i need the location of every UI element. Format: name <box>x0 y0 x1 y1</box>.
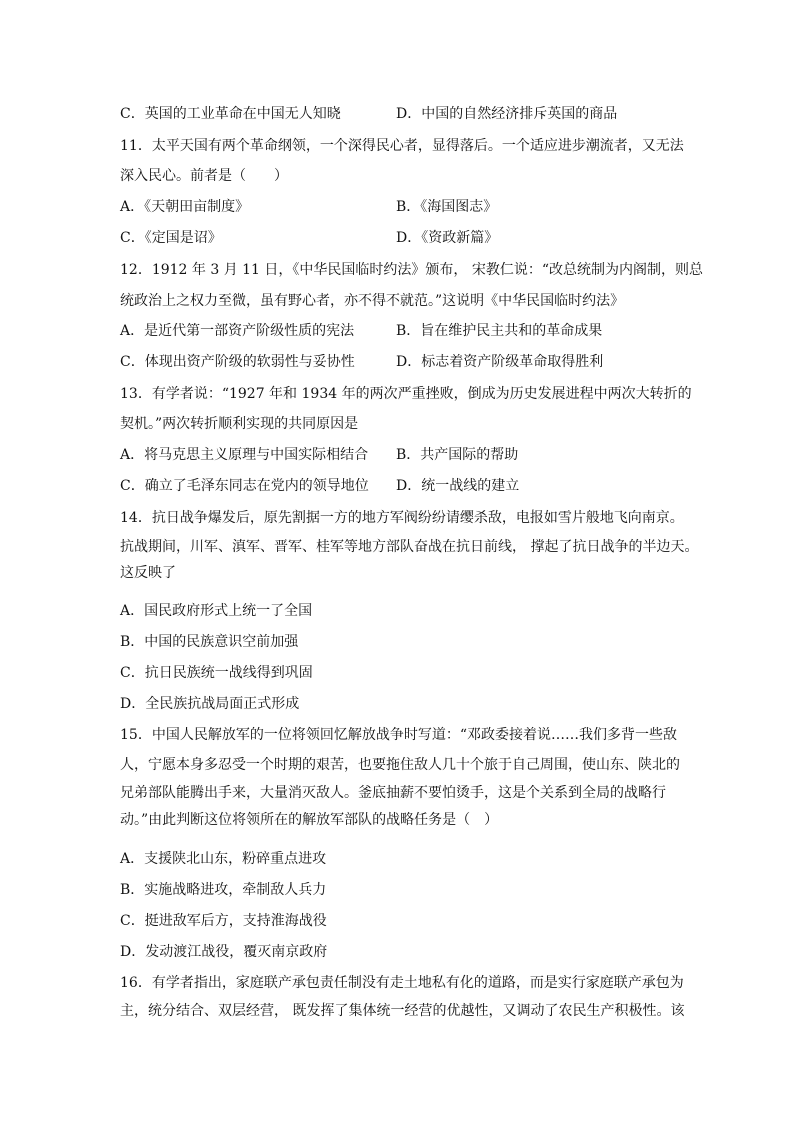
q11-option-a: A．《天朝田亩制度》 <box>120 199 250 215</box>
q11-stem: 深入民心。前者是（ ） <box>120 168 288 184</box>
q11-option-b: B．《海国图志》 <box>396 199 498 215</box>
q11-stem: 11．太平天国有两个革命纲领，一个深得民心者，显得落后。一个适应进步潮流者，又无法 <box>120 138 684 154</box>
q12-option-d: D．标志着资产阶级革命取得胜利 <box>396 354 604 370</box>
q14-option-c: C．抗日民族统一战线得到巩固 <box>120 665 313 681</box>
q16-stem: 16．有学者指出，家庭联产承包责任制没有走土地私有化的道路，而是实行家庭联产承包为 <box>120 975 684 991</box>
q16-stem: 主，统分结合、双层经营， 既发挥了集体统一经营的优越性，又调动了农民生产积极性。该 <box>120 1003 685 1019</box>
q15-stem: 15．中国人民解放军的一位将领回忆解放战争时写道：“邓政委接着说……我们多背一些敌 <box>120 727 677 743</box>
q12-option-a: A．是近代第一部资产阶级性质的宪法 <box>120 323 355 339</box>
q15-option-d: D．发动渡江战役，覆灭南京政府 <box>120 944 328 960</box>
q13-option-d: D．统一战线的建立 <box>396 478 520 494</box>
q15-stem: 人，宁愿本身多忍受一个时期的艰苦，也要拖住敌人几十个旅于自己周围，使山东、陕北的 <box>120 757 680 773</box>
q12-option-b: B．旨在维护民主共和的革命成果 <box>396 323 603 339</box>
q12-option-c: C．体现出资产阶级的软弱性与妥协性 <box>120 354 355 370</box>
q15-option-a: A．支援陕北山东，粉碎重点进攻 <box>120 851 327 867</box>
q15-stem: 兄弟部队能腾出手来，大量消灭敌人。釜底抽薪不要怕烫手，这是个关系到全局的战略行 <box>120 785 666 801</box>
q14-stem: 14．抗日战争爆发后，原先割据一方的地方军阀纷纷请缨杀敌，电报如雪片般地飞向南京。 <box>120 510 684 526</box>
q13-option-b: B．共产国际的帮助 <box>396 447 519 463</box>
q13-stem: 契机。”两次转折顺利实现的共同原因是 <box>120 416 359 432</box>
q12-stem: 统政治上之权力至微，虽有野心者，亦不得不就范。”这说明《中华民国临时约法》 <box>120 293 625 309</box>
q12-stem: 12．1912 年 3 月 11 日，《中华民国临时约法》颁布， 宋教仁说：“改总统制为内阁制，则总 <box>120 262 704 278</box>
q11-option-c: C．《定国是诏》 <box>120 230 222 246</box>
q14-stem: 抗战期间，川军、滇军、晋军、桂军等地方部队奋战在抗日前线， 撑起了抗日战争的半边天。 <box>120 539 699 555</box>
q13-option-c: C．确立了毛泽东同志在党内的领导地位 <box>120 478 369 494</box>
q14-stem: 这反映了 <box>120 565 176 581</box>
q14-option-a: A．国民政府形式上统一了全国 <box>120 603 313 619</box>
q15-stem: 动。”由此判断这位将领所在的解放军部队的战略任务是（ ） <box>120 812 499 828</box>
q10-option-d: D．中国的自然经济排斥英国的商品 <box>396 106 618 122</box>
q15-option-b: B．实施战略进攻，牵制敌人兵力 <box>120 882 327 898</box>
q13-stem: 13．有学者说：“1927 年和 1934 年的两次严重挫败，倒成为历史发展进程中两次大转折的 <box>120 386 692 402</box>
q11-option-d: D．《资政新篇》 <box>396 230 499 246</box>
q15-option-c: C．挺进敌军后方，支持淮海战役 <box>120 913 327 929</box>
q10-option-c: C．英国的工业革命在中国无人知晓 <box>120 106 341 122</box>
q13-option-a: A．将马克思主义原理与中国实际相结合 <box>120 447 369 463</box>
q14-option-b: B．中国的民族意识空前加强 <box>120 634 299 650</box>
q14-option-d: D．全民族抗战局面正式形成 <box>120 696 300 712</box>
